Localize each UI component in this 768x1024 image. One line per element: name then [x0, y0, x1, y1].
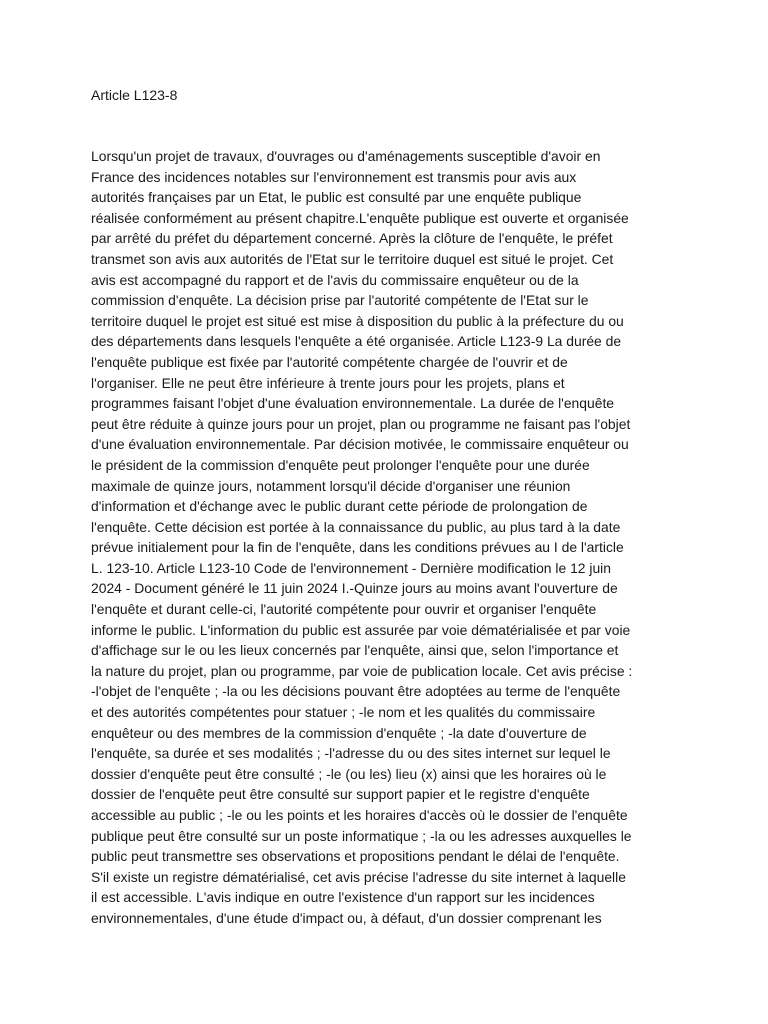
body-line: d'affichage sur le ou les lieux concernés par l'enquête, ainsi que, selon l'importance et	[91, 642, 619, 659]
body-line: peut être réduite à quinze jours pour un projet, plan ou programme ne faisant pas l'objet	[91, 415, 631, 432]
body-line: Lorsqu'un projet de travaux, d'ouvrages ou d'aménagements susceptible d'avoir en	[91, 148, 601, 164]
body-line: maximale de quinze jours, notamment lorsqu'il décide d'organiser une réunion	[91, 477, 571, 494]
body-line: autorités françaises par un Etat, le public est consulté par une enquête publique	[91, 189, 582, 206]
body-line: par arrêté du préfet du département concerné. Après la clôture de l'enquête, le préfet	[91, 230, 613, 247]
body-line: prévue initialement pour la fin de l'enquête, dans les conditions prévues au I de l'article	[91, 539, 624, 556]
body-line: l'organiser. Elle ne peut être inférieure à trente jours pour les projets, plans et	[91, 374, 565, 391]
body-line: commission d'enquête. La décision prise par l'autorité compétente de l'Etat sur le	[91, 292, 589, 309]
body-line: il est accessible. L'avis indique en outre l'existence d'un rapport sur les incidences	[91, 889, 595, 906]
body-line: l'enquête et durant celle-ci, l'autorité compétente pour ouvrir et organiser l'enquête	[91, 601, 597, 618]
body-line: publique peut être consulté sur un poste informatique ; -la ou les adresses auxquelles le	[91, 827, 632, 844]
body-line: informe le public. L'information du public est assurée par voie dématérialisée et par voie	[91, 621, 631, 638]
body-line: réalisée conformément au présent chapitre.L'enquête publique est ouverte et organisée	[91, 209, 629, 226]
body-line: environnementales, d'une étude d'impact ou, à défaut, d'un dossier comprenant les	[91, 909, 602, 926]
body-line: le président de la commission d'enquête peut prolonger l'enquête pour une durée	[91, 456, 590, 473]
body-line: 2024 - Document généré le 11 juin 2024 I.-Quinze jours au moins avant l'ouverture de	[91, 580, 618, 597]
body-line: l'enquête. Cette décision est portée à la connaissance du public, au plus tard à la date	[91, 518, 621, 535]
body-line: S'il existe un registre dématérialisé, cet avis précise l'adresse du site internet à laquelle	[91, 868, 626, 885]
body-line: enquêteur ou des membres de la commission d'enquête ; -la date d'ouverture de	[91, 724, 587, 741]
body-line: l'enquête, sa durée et ses modalités ; -l'adresse du ou des sites internet sur lequel le	[91, 745, 611, 762]
body-line: France des incidences notables sur l'environnement est transmis pour avis aux	[91, 168, 577, 185]
body-line: et des autorités compétentes pour statuer ; -le nom et les qualités du commissaire	[91, 704, 596, 721]
body-line: public peut transmettre ses observations et propositions pendant le délai de l'enquête.	[91, 848, 620, 865]
body-line: l'enquête publique est fixée par l'autorité compétente chargée de l'ouvrir et de	[91, 353, 568, 370]
body-line: dossier de l'enquête peut être consulté sur support papier et le registre d'enquête	[91, 786, 590, 803]
body-line: la nature du projet, plan ou programme, par voie de publication locale. Cet avis précise :	[91, 662, 633, 679]
body-line: L. 123-10. Article L123-10 Code de l'environnement - Dernière modification le 12 juin	[91, 559, 611, 576]
body-line: avis est accompagné du rapport et de l'avis du commissaire enquêteur ou de la	[91, 271, 579, 288]
body-line: dossier d'enquête peut être consulté ; -le (ou les) lieu (x) ainsi que les horaires où le	[91, 765, 607, 782]
body-line: territoire duquel le projet est situé est mise à disposition du public à la préfecture du ou	[91, 312, 624, 329]
article-body	[91, 146, 681, 929]
body-line: des départements dans lesquels l'enquête a été organisée. Article L123-9 La durée de	[91, 333, 622, 350]
article-title: Article L123-8	[91, 87, 178, 103]
body-line: programmes faisant l'objet d'une évaluation environnementale. La durée de l'enquête	[91, 395, 615, 412]
body-line: accessible au public ; -le ou les points et les horaires d'accès où le dossier de l'enquête	[91, 807, 628, 823]
body-line: d'information et d'échange avec le public durant cette période de prolongation de	[91, 498, 588, 515]
body-line: d'une évaluation environnementale. Par décision motivée, le commissaire enquêteur ou	[91, 436, 629, 453]
body-line: -l'objet de l'enquête ; -la ou les décisions pouvant être adoptées au terme de l'enquête	[91, 683, 621, 700]
body-line: transmet son avis aux autorités de l'Etat sur le territoire duquel est situé le projet. Cet	[91, 250, 614, 267]
